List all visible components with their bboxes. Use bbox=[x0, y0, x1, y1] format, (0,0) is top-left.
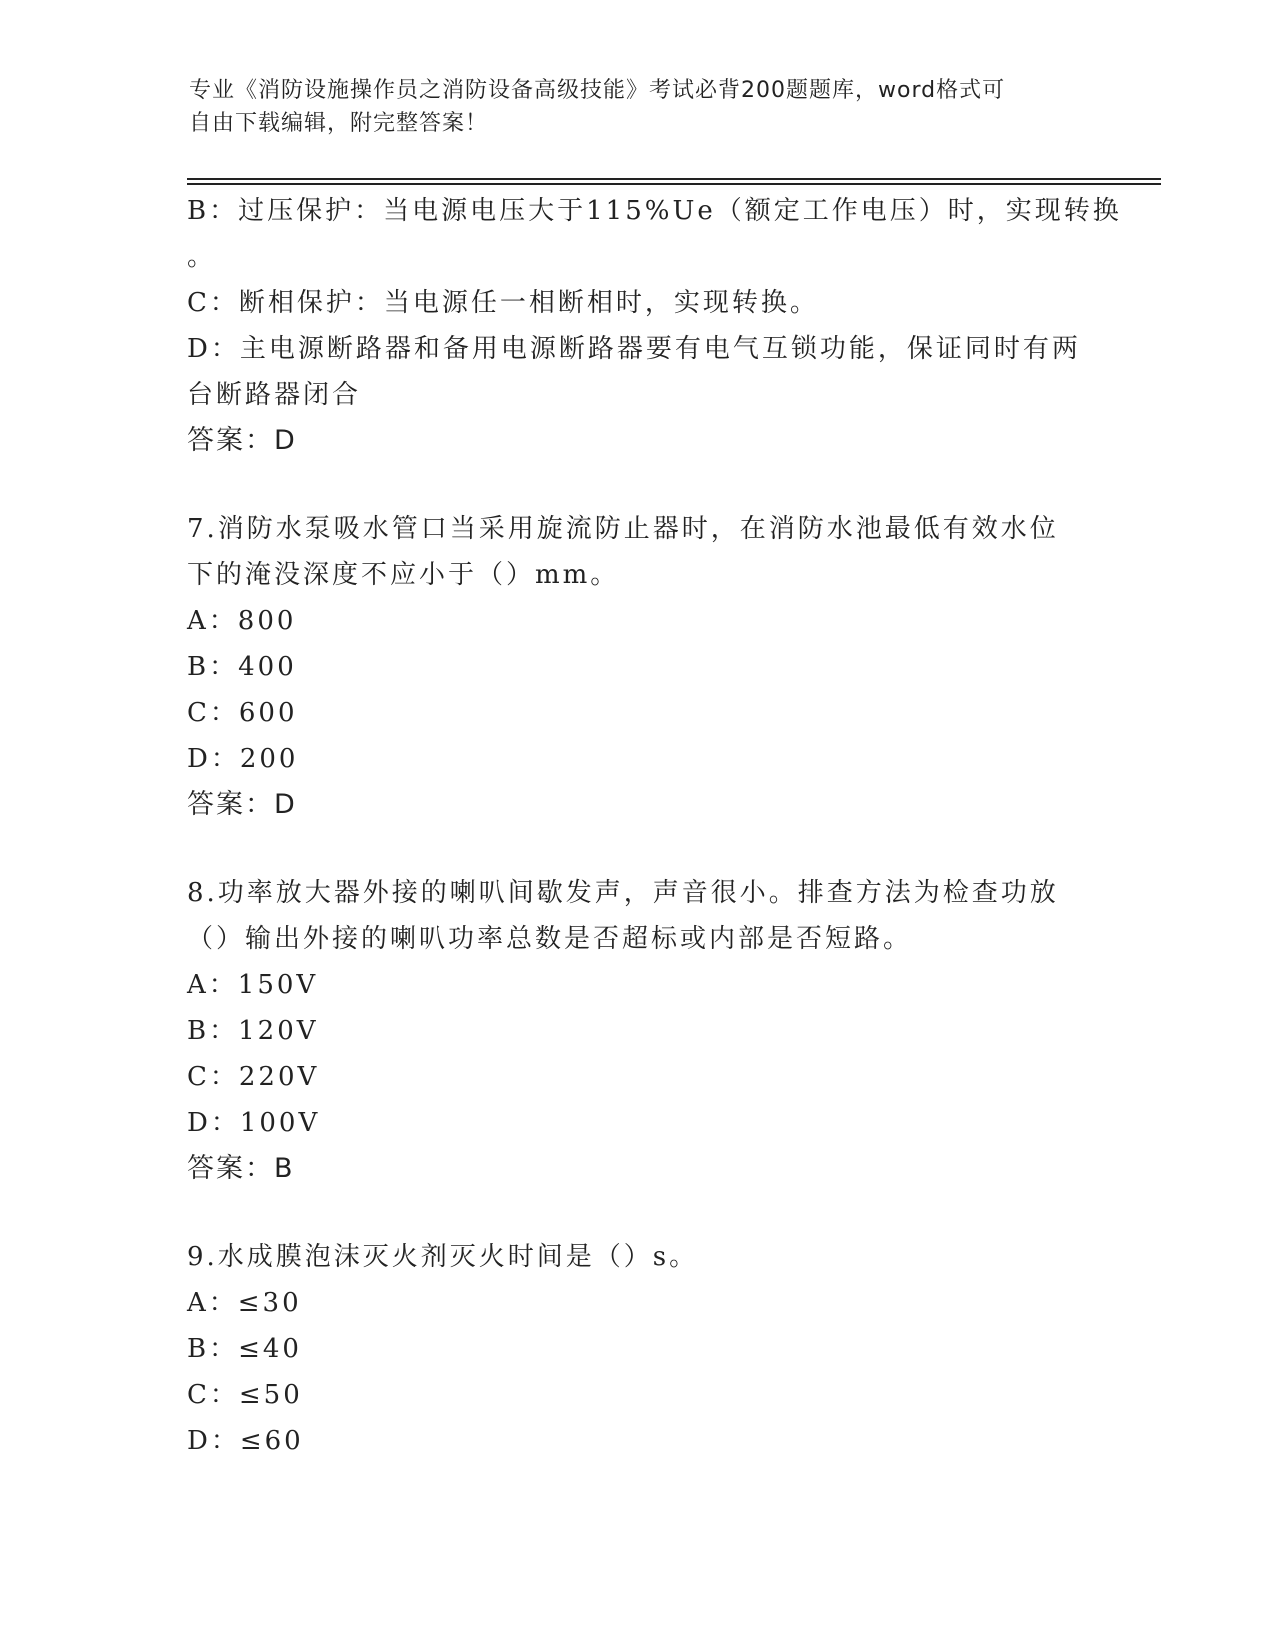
question-9 bbox=[187, 1234, 1087, 1464]
question-text-line-1: 7.消防水泵吸水管口当采用旋流防止器时，在消防水池最低有效水位 bbox=[187, 514, 1059, 544]
option-a: A：800 bbox=[187, 606, 297, 636]
option-d: D：200 bbox=[187, 744, 299, 774]
option-c: C：≤50 bbox=[187, 1380, 303, 1410]
option-c: C：断相保护：当电源任一相断相时，实现转换。 bbox=[187, 288, 819, 318]
header-line-2: 自由下载编辑，附完整答案！ bbox=[189, 111, 489, 136]
option-d-line-1: D：主电源断路器和备用电源断路器要有电气互锁功能，保证同时有两 bbox=[187, 334, 1081, 364]
answer: 答案：D bbox=[187, 789, 297, 820]
question-7 bbox=[187, 506, 1087, 828]
document-header bbox=[189, 74, 1089, 140]
option-d: D：≤60 bbox=[187, 1426, 304, 1456]
option-a: A：≤30 bbox=[187, 1288, 302, 1318]
question-6-continued bbox=[187, 188, 1122, 464]
option-b: B：400 bbox=[187, 652, 297, 682]
option-b: B：120V bbox=[187, 1016, 319, 1046]
header-divider-bottom bbox=[187, 183, 1161, 185]
option-b-line-1: B：过压保护：当电源电压大于115%Ue（额定工作电压）时，实现转换 bbox=[187, 196, 1122, 226]
option-d-line-2: 台断路器闭合 bbox=[187, 380, 362, 410]
option-b-line-2: 。 bbox=[187, 242, 217, 272]
option-a: A：150V bbox=[187, 970, 319, 1000]
answer: 答案：D bbox=[187, 425, 297, 456]
question-text-line-1: 8.功率放大器外接的喇叭间歇发声，声音很小。排查方法为检查功放 bbox=[187, 878, 1059, 908]
question-text-line-1: 9.水成膜泡沫灭火剂灭火时间是（）s。 bbox=[187, 1242, 699, 1272]
document-body bbox=[187, 188, 1122, 1464]
answer: 答案：B bbox=[187, 1153, 295, 1184]
question-text-line-2: 下的淹没深度不应小于（）mm。 bbox=[187, 560, 620, 590]
option-d: D：100V bbox=[187, 1108, 321, 1138]
question-text-line-2: （）输出外接的喇叭功率总数是否超标或内部是否短路。 bbox=[187, 924, 913, 954]
option-c: C：600 bbox=[187, 698, 298, 728]
header-line-1: 专业《消防设施操作员之消防设备高级技能》考试必背200题题库，word格式可 bbox=[189, 78, 1006, 103]
question-8 bbox=[187, 870, 1087, 1192]
header-divider-top bbox=[187, 178, 1161, 180]
option-c: C：220V bbox=[187, 1062, 320, 1092]
option-b: B：≤40 bbox=[187, 1334, 302, 1364]
